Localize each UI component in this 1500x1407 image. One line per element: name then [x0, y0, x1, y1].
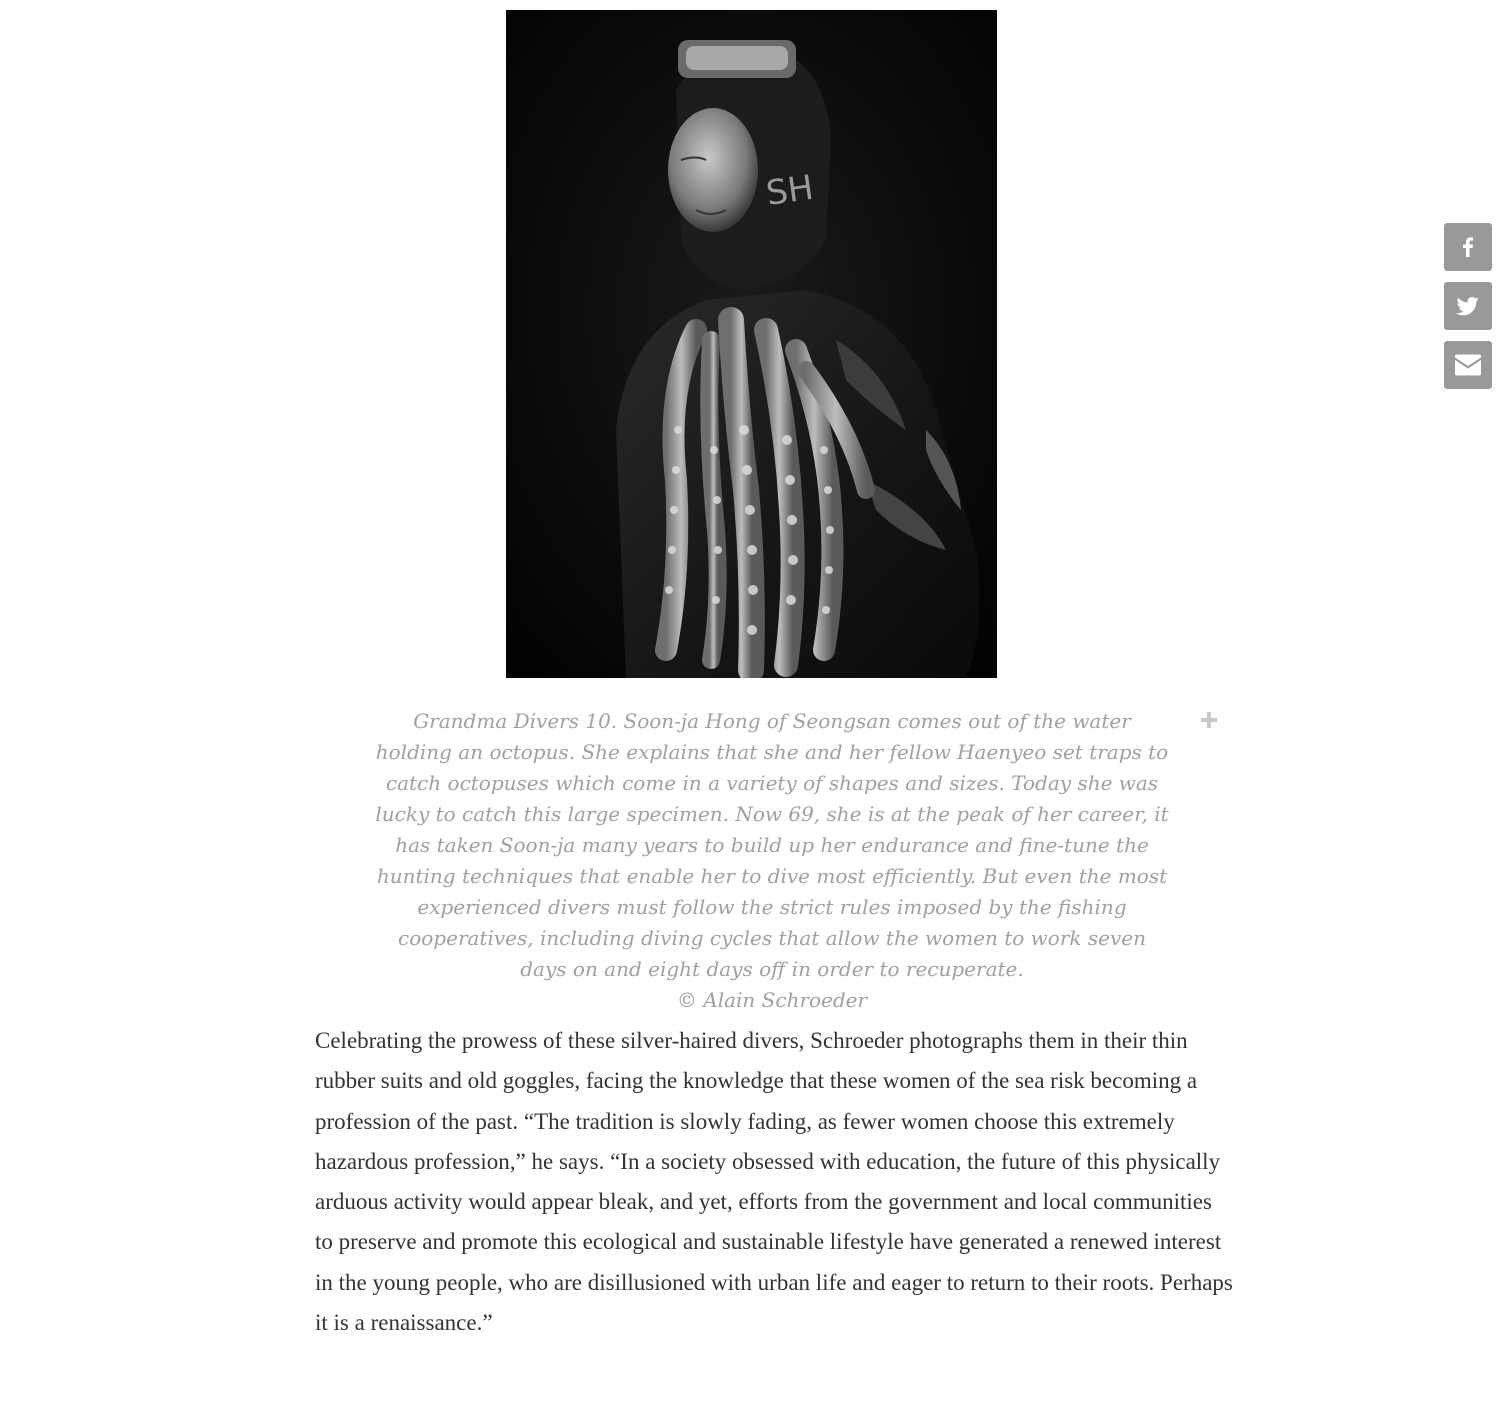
- svg-text:SH: SH: [763, 167, 816, 214]
- email-share-button[interactable]: [1444, 341, 1492, 389]
- plus-icon[interactable]: [1199, 710, 1219, 730]
- email-icon: [1454, 354, 1482, 376]
- facebook-share-button[interactable]: [1444, 223, 1492, 271]
- photo-credit: © Alain Schroeder: [676, 988, 868, 1012]
- diver-photo-illustration: [506, 10, 997, 678]
- facebook-icon: [1456, 235, 1480, 259]
- article-paragraph: Celebrating the prowess of these silver-haired divers, Schroeder photographs them in their thin rubber suits and old goggles, facing the knowledge that these women of the sea risk becoming a profession of the past. “The tradition is slowly fading, as fewer women choose this extremely hazardous profession,” he says. “In a society obsessed with education, the future of this physically arduous activity would appear bleak, and yet, efforts from the government and local communities to preserve and promote this ecological and sustainable lifestyle have generated a renewed interest in the young people, who are disillusioned with urban life and eager to return to their roots. Perhaps it is a renaissance.”: [315, 1028, 1233, 1336]
- twitter-share-button[interactable]: [1444, 282, 1492, 330]
- twitter-icon: [1455, 294, 1481, 318]
- share-bar: [1444, 223, 1492, 400]
- photo-caption: [372, 706, 1172, 1016]
- caption-text: Grandma Divers 10. Soon-ja Hong of Seongsan comes out of the water holding an octopus. She explains that she and her fellow Haenyeo set traps to catch octopuses which come in a variety of shapes and sizes. Today she was lucky to catch this large specimen. Now 69, she is at the peak of her career, it has taken Soon-ja many years to build up her endurance and fine-tune the hunting techniques that enable her to dive most efficiently. But even the most experienced divers must follow the strict rules imposed by the fishing cooperatives, including diving cycles that allow the women to work seven days on and eight days off in order to recuperate.: [375, 709, 1169, 981]
- article-photo: [506, 10, 997, 678]
